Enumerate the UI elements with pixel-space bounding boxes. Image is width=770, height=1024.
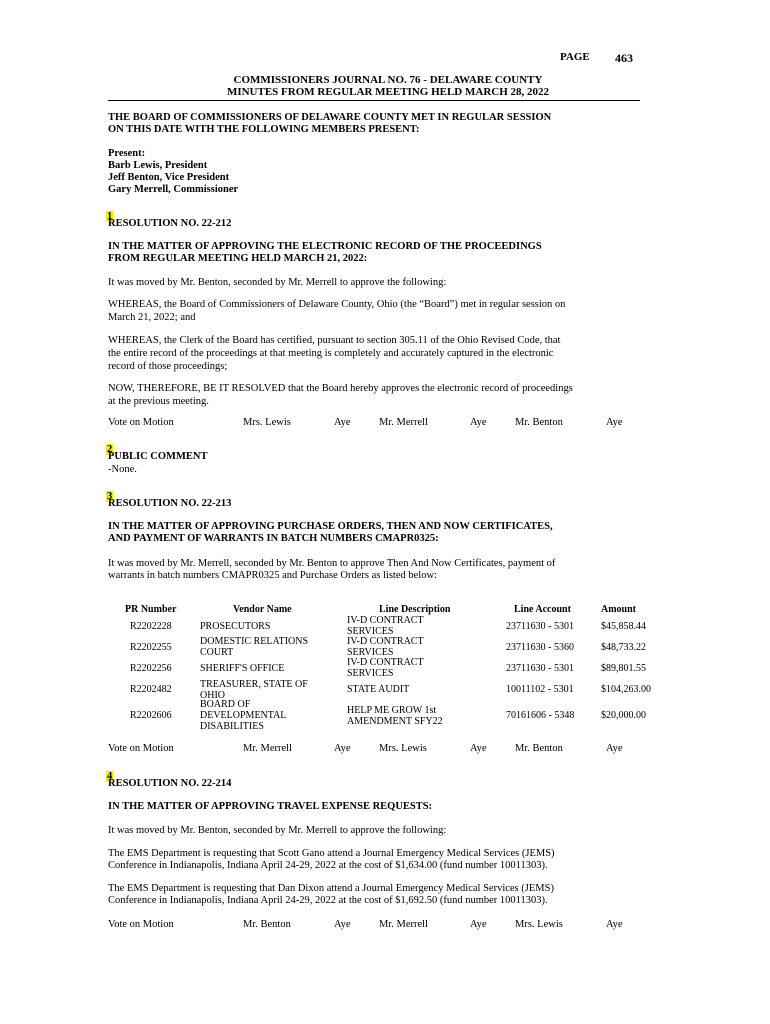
vote-value: Aye [470, 743, 487, 754]
member-merrell: Gary Merrell, Commissioner [108, 184, 239, 195]
page-number: 463 [615, 51, 633, 65]
cell-pr-number: R2202255 [130, 642, 172, 653]
cell-amount: $20,000.00 [601, 710, 646, 721]
cell-vendor: PROSECUTORS [200, 621, 271, 632]
vote-member: Mrs. Lewis [515, 919, 563, 930]
journal-title: COMMISSIONERS JOURNAL NO. 76 - DELAWARE COUNTY [233, 74, 543, 86]
cell-pr-number: R2202482 [130, 684, 172, 695]
cell-pr-number: R2202606 [130, 710, 172, 721]
item1-resolved-line1: NOW, THEREFORE, BE IT RESOLVED that the Board hereby approves the electronic record of proceedings [108, 383, 573, 394]
cell-amount: $48,733.22 [601, 642, 646, 653]
item1-whereas2-line2: the entire record of the proceedings at that meeting is completely and accurately captured in the electronic [108, 348, 554, 359]
cell-description: SERVICES [347, 668, 394, 679]
vote-value: Aye [606, 919, 623, 930]
cell-amount: $45,858.44 [601, 621, 646, 632]
header-rule [108, 100, 640, 101]
intro-heading-line2: ON THIS DATE WITH THE FOLLOWING MEMBERS PRESENT: [108, 124, 420, 135]
present-label: Present: [108, 148, 146, 159]
vote-label: Vote on Motion [108, 919, 174, 930]
vote-value: Aye [334, 919, 351, 930]
item1-whereas2-line1: WHEREAS, the Clerk of the Board has certified, pursuant to section 305.11 of the Ohio Revised Code, that [108, 335, 561, 346]
public-comment-title: PUBLIC COMMENT [108, 451, 208, 462]
cell-description: STATE AUDIT [347, 684, 410, 695]
cell-pr-number: R2202228 [130, 621, 172, 632]
item4-request2-line2: Conference in Indianapolis, Indiana April 24-29, 2022 at the cost of $1,692.50 (fund number 10011303). [108, 895, 548, 906]
cell-account: 23711630 - 5301 [506, 663, 574, 674]
cell-amount: $89,801.55 [601, 663, 646, 674]
cell-description: IV-D CONTRACT [347, 615, 424, 626]
col-header-pr-number: PR Number [125, 604, 177, 615]
member-lewis: Barb Lewis, President [108, 160, 208, 171]
resolution-22-214: RESOLUTION NO. 22-214 [108, 778, 232, 789]
vote-value: Aye [470, 417, 487, 428]
cell-description: IV-D CONTRACT [347, 636, 424, 647]
item4-request1-line2: Conference in Indianapolis, Indiana April 24-29, 2022 at the cost of $1,634.00 (fund number 10011303). [108, 860, 548, 871]
cell-description: HELP ME GROW 1st [347, 705, 437, 716]
member-benton: Jeff Benton, Vice President [108, 172, 230, 183]
cell-vendor: DEVELOPMENTAL [200, 710, 287, 721]
public-comment-body: -None. [108, 464, 137, 475]
col-header-line-account: Line Account [514, 604, 571, 615]
item1-whereas1-line1: WHEREAS, the Board of Commissioners of Delaware County, Ohio (the “Board”) met in regular session on [108, 299, 566, 310]
cell-description: SERVICES [347, 626, 394, 637]
vote-value: Aye [334, 743, 351, 754]
cell-description: SERVICES [347, 647, 394, 658]
item1-whereas1-line2: March 21, 2022; and [108, 312, 196, 323]
resolution-22-213: RESOLUTION NO. 22-213 [108, 498, 232, 509]
cell-vendor: COURT [200, 647, 234, 658]
cell-account: 10011102 - 5301 [506, 684, 574, 695]
cell-vendor: BOARD OF [200, 699, 251, 710]
cell-account: 70161606 - 5348 [506, 710, 575, 721]
cell-vendor: OHIO [200, 690, 225, 701]
vote-member: Mrs. Lewis [379, 743, 427, 754]
item3-title-line1: IN THE MATTER OF APPROVING PURCHASE ORDERS, THEN AND NOW CERTIFICATES, [108, 521, 553, 532]
item-number-2: 2 [107, 444, 113, 455]
cell-account: 23711630 - 5301 [506, 621, 574, 632]
item1-resolved-line2: at the previous meeting. [108, 396, 209, 407]
vote-member: Mr. Merrell [243, 743, 292, 754]
item4-motion: It was moved by Mr. Benton, seconded by Mr. Merrell to approve the following: [108, 825, 447, 836]
cell-pr-number: R2202256 [130, 663, 172, 674]
vote-value: Aye [606, 417, 623, 428]
item-number-3: 3 [107, 491, 113, 502]
intro-heading-line1: THE BOARD OF COMMISSIONERS OF DELAWARE COUNTY MET IN REGULAR SESSION [108, 112, 552, 123]
item4-request2-line1: The EMS Department is requesting that Dan Dixon attend a Journal Emergency Medical Services (JEMS) [108, 883, 554, 894]
vote-member: Mr. Benton [515, 743, 563, 754]
col-header-line-description: Line Description [379, 604, 451, 615]
page-label: PAGE [560, 51, 590, 63]
vote-member: Mr. Benton [243, 919, 291, 930]
vote-member: Mr. Merrell [379, 417, 428, 428]
col-header-vendor-name: Vendor Name [233, 604, 292, 615]
item4-title: IN THE MATTER OF APPROVING TRAVEL EXPENSE REQUESTS: [108, 801, 433, 812]
vote-label: Vote on Motion [108, 743, 174, 754]
vote-member: Mrs. Lewis [243, 417, 291, 428]
vote-value: Aye [470, 919, 487, 930]
vote-member: Mr. Merrell [379, 919, 428, 930]
resolution-22-212: RESOLUTION NO. 22-212 [108, 218, 232, 229]
item3-title-line2: AND PAYMENT OF WARRANTS IN BATCH NUMBERS CMAPR0325: [108, 533, 439, 544]
cell-description: IV-D CONTRACT [347, 657, 424, 668]
vote-value: Aye [606, 743, 623, 754]
item1-title-line2: FROM REGULAR MEETING HELD MARCH 21, 2022: [108, 253, 368, 264]
item1-title-line1: IN THE MATTER OF APPROVING THE ELECTRONIC RECORD OF THE PROCEEDINGS [108, 241, 542, 252]
cell-vendor: TREASURER, STATE OF [200, 679, 308, 690]
item-number-1: 1 [107, 211, 113, 222]
cell-description: AMENDMENT SFY22 [347, 716, 443, 727]
cell-amount: $104,263.00 [601, 684, 651, 695]
vote-value: Aye [334, 417, 351, 428]
vote-label: Vote on Motion [108, 417, 174, 428]
item1-motion: It was moved by Mr. Benton, seconded by Mr. Merrell to approve the following: [108, 277, 447, 288]
item1-whereas2-line3: record of those proceedings; [108, 361, 228, 372]
cell-account: 23711630 - 5360 [506, 642, 574, 653]
vote-member: Mr. Benton [515, 417, 563, 428]
item-number-4: 4 [107, 771, 113, 782]
item3-motion-line2: warrants in batch numbers CMAPR0325 and Purchase Orders as listed below: [108, 570, 437, 581]
cell-vendor: SHERIFF'S OFFICE [200, 663, 285, 674]
cell-vendor: DISABILITIES [200, 721, 264, 732]
item4-request1-line1: The EMS Department is requesting that Scott Gano attend a Journal Emergency Medical Services (JEMS) [108, 848, 555, 859]
item3-motion-line1: It was moved by Mr. Merrell, seconded by Mr. Benton to approve Then And Now Certificates, payment of [108, 558, 556, 569]
col-header-amount: Amount [601, 604, 637, 615]
cell-vendor: DOMESTIC RELATIONS [200, 636, 309, 647]
minutes-title: MINUTES FROM REGULAR MEETING HELD MARCH 28, 2022 [226, 86, 550, 98]
